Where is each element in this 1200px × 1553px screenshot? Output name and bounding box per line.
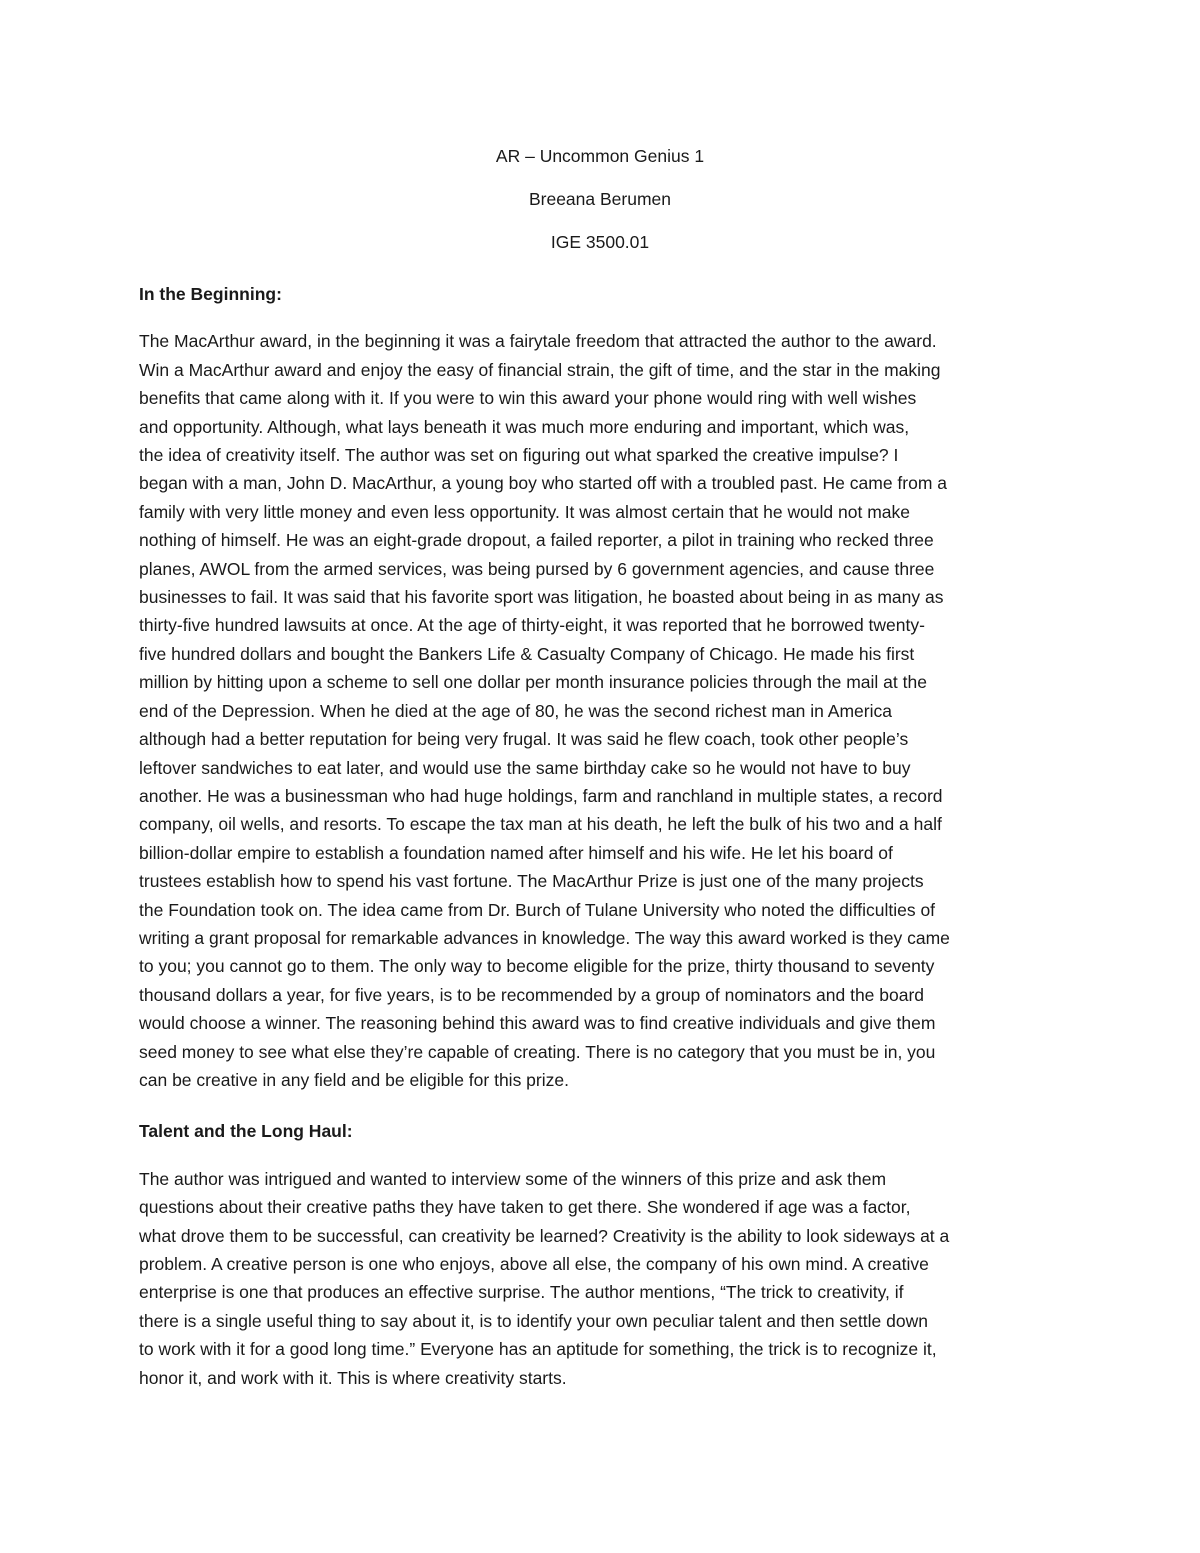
section-heading: In the Beginning: — [139, 284, 282, 304]
paragraph-line: company, oil wells, and resorts. To escape the tax man at his death, he left the bulk of his two and a half — [139, 814, 942, 835]
paragraph-line: Win a MacArthur award and enjoy the easy of financial strain, the gift of time, and the star in the making — [139, 359, 941, 380]
paragraph-line: seed money to see what else they’re capable of creating. There is no category that you must be in, you — [139, 1041, 936, 1062]
section-talent-and-the-long-haul — [139, 1117, 1065, 1392]
paragraph-line: family with very little money and even less opportunity. It was almost certain that he would not make — [139, 501, 911, 522]
paragraph-line: thousand dollars a year, for five years, is to be recommended by a group of nominators and the board — [139, 984, 925, 1005]
paragraph-line: trustees establish how to spend his vast fortune. The MacArthur Prize is just one of the many projects — [139, 871, 924, 892]
paragraph-line: benefits that came along with it. If you were to win this award your phone would ring with well wishes — [139, 388, 917, 409]
document-course: IGE 3500.01 — [550, 232, 650, 252]
paragraph-line: the idea of creativity itself. The author was set on figuring out what sparked the creative impulse? I — [139, 445, 899, 466]
paragraph-line: writing a grant proposal for remarkable advances in knowledge. The way this award worked is they came — [139, 927, 950, 948]
paragraph-line: million by hitting upon a scheme to sell one dollar per month insurance policies through the mail at the — [139, 672, 927, 693]
section-paragraph — [139, 1165, 1065, 1392]
paragraph-line: end of the Depression. When he died at the age of 80, he was the second richest man in America — [139, 700, 892, 721]
paragraph-line: leftover sandwiches to eat later, and would use the same birthday cake so he would not have to buy — [139, 757, 911, 778]
document-title: AR – Uncommon Genius 1 — [495, 146, 705, 166]
paragraph-line: billion-dollar empire to establish a foundation named after himself and his wife. He let his board of — [139, 842, 893, 863]
paragraph-line: five hundred dollars and bought the Bankers Life & Casualty Company of Chicago. He made his first — [139, 643, 915, 664]
section-paragraph — [139, 327, 1065, 1094]
document-author: Breeana Berumen — [528, 189, 672, 209]
paragraph-line: there is a single useful thing to say about it, is to identify your own peculiar talent and then settle down — [139, 1310, 928, 1331]
paragraph-line: honor it, and work with it. This is where creativity starts. — [139, 1367, 567, 1388]
paragraph-line: problem. A creative person is one who enjoys, above all else, the company of his own mind. A creative — [139, 1254, 929, 1274]
paragraph-line: thirty-five hundred lawsuits at once. At the age of thirty-eight, it was reported that he borrowed twenty- — [139, 615, 925, 636]
section-in-the-beginning — [139, 280, 1065, 1094]
paragraph-line: The author was intrigued and wanted to interview some of the winners of this prize and ask them — [139, 1168, 887, 1189]
paragraph-line: although had a better reputation for being very frugal. It was said he flew coach, took other people’s — [139, 729, 909, 750]
paragraph-line: and opportunity. Although, what lays beneath it was much more enduring and important, which was, — [139, 416, 910, 437]
paragraph-line: can be creative in any field and be eligible for this prize. — [139, 1069, 569, 1090]
paragraph-line: the Foundation took on. The idea came from Dr. Burch of Tulane University who noted the difficulties of — [139, 899, 936, 920]
paragraph-line: The MacArthur award, in the beginning it was a fairytale freedom that attracted the author to the award. — [139, 331, 937, 352]
paragraph-line: what drove them to be successful, can creativity be learned? Creativity is the ability to look sideways at a — [139, 1225, 950, 1246]
paragraph-line: to you; you cannot go to them. The only way to become eligible for the prize, thirty thousand to seventy — [139, 956, 935, 977]
paragraph-line: began with a man, John D. MacArthur, a young boy who started off with a troubled past. He came from a — [139, 473, 948, 494]
paragraph-line: would choose a winner. The reasoning behind this award was to find creative individuals and give them — [139, 1013, 936, 1034]
paragraph-line: enterprise is one that produces an effective surprise. The author mentions, “The trick to creativity, if — [139, 1282, 904, 1303]
paragraph-line: businesses to fail. It was said that his favorite sport was litigation, he boasted about being in as many as — [139, 587, 944, 608]
paragraph-line: to work with it for a good long time.” Everyone has an aptitude for something, the trick is to recognize it, — [139, 1339, 937, 1360]
document-body — [139, 280, 1065, 1415]
section-heading: Talent and the Long Haul: — [139, 1121, 353, 1142]
paragraph-line: planes, AWOL from the armed services, was being pursed by 6 government agencies, and cause three — [139, 558, 935, 579]
paragraph-line: questions about their creative paths they have taken to get there. She wondered if age was a factor, — [139, 1197, 911, 1218]
paragraph-line: nothing of himself. He was an eight-grade dropout, a failed reporter, a pilot in training who recked three — [139, 530, 934, 551]
paragraph-line: another. He was a businessman who had huge holdings, farm and ranchland in multiple states, a record — [139, 785, 943, 806]
document-header — [0, 146, 1200, 275]
